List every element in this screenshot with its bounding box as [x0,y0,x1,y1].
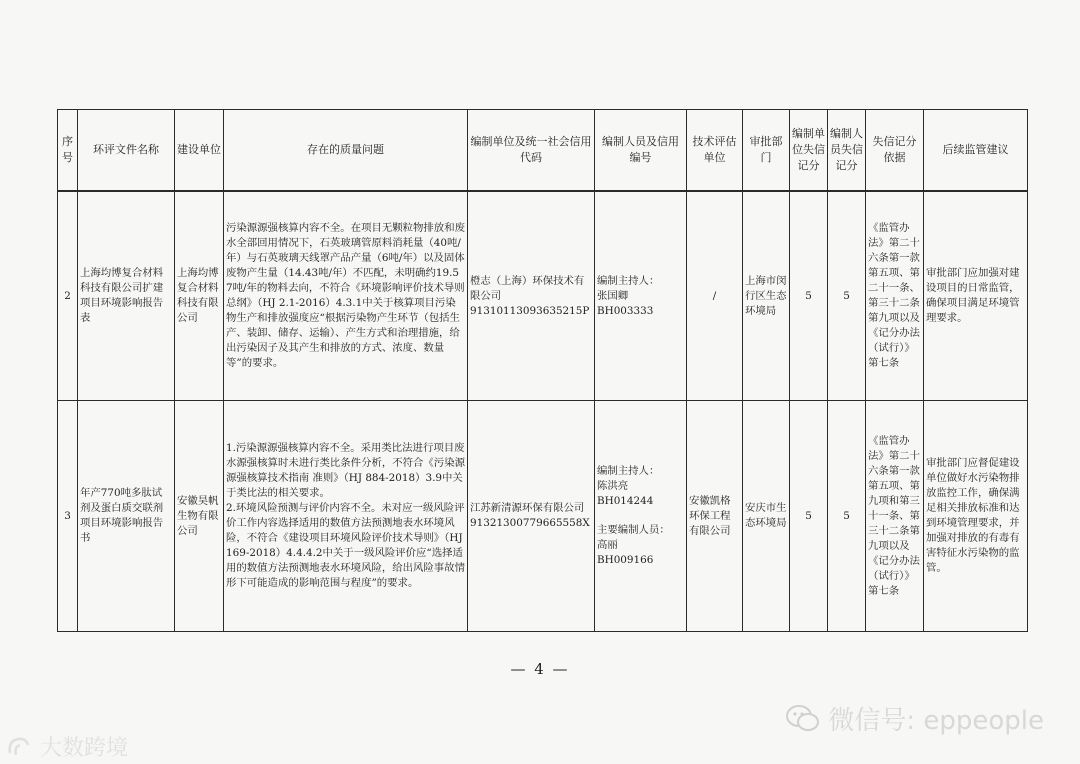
issue-text: 污染源源强核算内容不全。在项目无颗粒物排放和废水全部回用情况下，石英玻璃管原料消耗量（40吨/年）与石英玻璃天线罩产品产量（6吨/年）以及固体废物产生量（14.43吨/年）不匹配，未明确约19.57吨/年的物料去向，不符合《环境影响评价技术导则 总纲》（HJ 2.1-2016）4.3.1中关于核算项目污染物生产和排放强度应“根据污染物产生环节（包括生产、装卸、储存、运输）、产生方式和治理措施，给出污染因子及其产生和排放的方式、浓度、数量等”的要求。 [226,222,465,369]
row-staff [595,401,687,632]
table-row [58,191,1028,401]
row-file: 年产770吨多肽试剂及蛋白质交联剂项目环境影响报告书 [78,401,175,632]
header-builder: 建设单位 [175,110,224,192]
staff-lead-id: BH014244 [597,495,654,507]
header-suggestion: 后续监管建议 [924,110,1028,192]
staff-lead-name: 陈洪亮 [597,480,629,492]
row-issues [224,401,468,632]
row-basis: 《监管办法》第二十六条第一款第五项、第九项和第三十一条、第三十二条第九项以及《记分办法（试行）》第七条 [866,401,924,632]
header-approver: 审批部门 [743,110,790,192]
header-score-staff: 编制人员失信记分 [828,110,866,192]
row-score-unit: 5 [790,191,828,401]
issue-text: 1.污染源源强核算内容不全。采用类比法进行项目废水源强核算时未进行类比条件分析，不符合《污染源源强核算技术指南 准则》（HJ 884-2018）3.9中关于类比法的相关要求。 [226,442,465,499]
row-file: 上海均博复合材料科技有限公司扩建项目环境影响报告表 [78,191,175,401]
row-builder: 安徽昊帆生物有限公司 [175,401,224,632]
compiler-name: 橙志（上海）环保技术有限公司 [470,274,585,302]
header-staff: 编制人员及信用编号 [595,110,687,192]
staff-label: 编制主持人： [597,274,660,287]
table-header-row [58,110,1028,192]
issue-text: 2.环境风险预测与评价内容不全。未对应一级风险评价工作内容选择适用的数值方法预测地表水环境风险，不符合《建设项目环境风险评价技术导则》（HJ 169-2018）4.4.4.2中关于一级风险评价应“选择适用的数值方法预测地表水环境风险，给出风险事故情形下可能造成的影响范围与程度”的要求。 [226,502,465,589]
header-file: 环评文件名称 [78,110,175,192]
header-no: 序号 [58,110,78,192]
row-staff [595,191,687,401]
staff-main-label: 主要编制人员： [597,524,670,536]
row-issues [224,191,468,401]
header-evaluator: 技术评估单位 [687,110,743,192]
row-compiler [468,401,595,632]
row-suggestion: 审批部门应督促建设单位做好水污染物排放监控工作，确保满足相关排放标准和达到环境管理要求，并加强对排放的有毒有害特征水污染物的监管。 [924,401,1028,632]
staff-main-name: 高丽 [597,539,618,551]
row-no: 2 [58,191,78,401]
row-suggestion: 审批部门应加强对建设项目的日常监管，确保项目满足环境管理要求。 [924,191,1028,401]
row-evaluator: / [687,191,743,401]
compiler-code: 91321300779665558X [470,517,590,529]
header-basis: 失信记分依据 [866,110,924,192]
row-approver: 上海市闵行区生态环境局 [743,191,790,401]
penalty-table [57,109,1028,632]
staff-lead-label: 编制主持人： [597,465,660,477]
row-builder: 上海均博复合材料科技有限公司 [175,191,224,401]
row-evaluator: 安徽凯格环保工程有限公司 [687,401,743,632]
row-no: 3 [58,401,78,632]
staff-name: 张国卿 [597,289,629,302]
header-issues: 存在的质量问题 [224,110,468,192]
brand-logo-icon [6,735,36,759]
staff-main-id: BH009166 [597,554,654,566]
table-row [58,401,1028,632]
staff-id: BH003333 [597,304,654,317]
compiler-name: 江苏新清源环保有限公司 [470,502,585,514]
compiler-code: 91310113093635215P [470,304,590,317]
row-score-staff: 5 [828,401,866,632]
brand-watermark [6,731,128,762]
brand-watermark-text: 大数跨境 [40,736,129,761]
row-basis: 《监管办法》第二十六条第一款第五项、第二十一条、第三十二条第九项以及《记分办法（试行）》第七条 [866,191,924,401]
wechat-watermark [786,700,1044,737]
header-score-unit: 编制单位失信记分 [790,110,828,192]
row-compiler [468,191,595,401]
header-compiler: 编制单位及统一社会信用代码 [468,110,595,192]
wechat-icon [786,704,820,734]
row-approver: 安庆市生态环境局 [743,401,790,632]
page-number: — 4 — [510,660,570,678]
wechat-watermark-text: 微信号: eppeople [828,706,1044,736]
row-score-unit: 5 [790,401,828,632]
row-score-staff: 5 [828,191,866,401]
